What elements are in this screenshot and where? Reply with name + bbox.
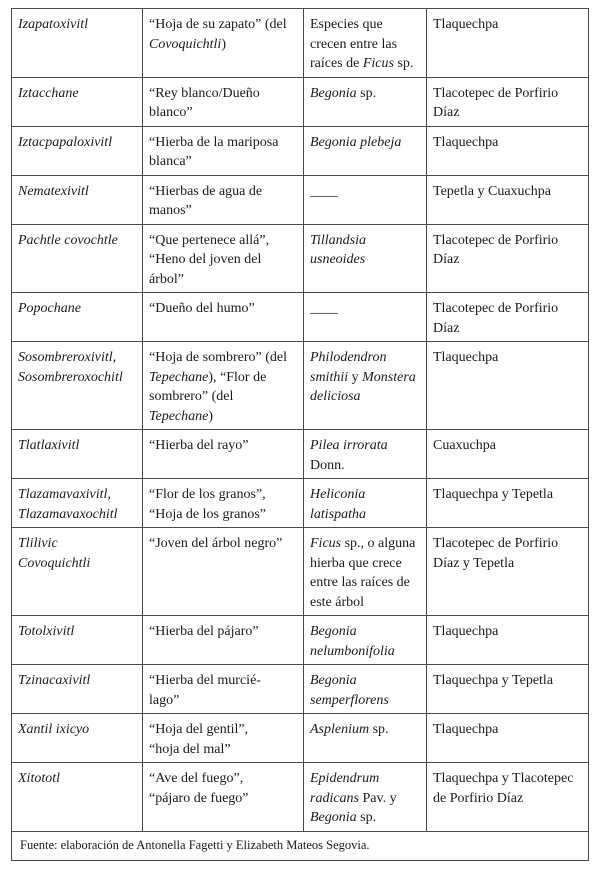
- table-row: [12, 342, 589, 430]
- species-text: Heliconia latispatha: [310, 487, 367, 522]
- meaning-text: Tepechane: [149, 408, 209, 424]
- nahuatl-name-cell: Izapatoxivitl: [12, 9, 143, 78]
- meaning-text: “Hierba del pájaro”: [149, 624, 259, 639]
- meaning-cell: [143, 77, 304, 126]
- table-row: [12, 479, 589, 528]
- nahuatl-name-cell: Sosombreroxivitl, Sosombreroxochitl: [12, 342, 143, 430]
- nahuatl-name-cell: Xantil ixicyo: [12, 714, 143, 763]
- table-row: [12, 528, 589, 616]
- locality-cell: Tepetla y Cuaxuchpa: [427, 175, 589, 224]
- nahuatl-name-cell: Tlatlaxivitl: [12, 430, 143, 479]
- species-text: Ficus: [362, 56, 394, 71]
- locality-cell: Tlaquechpa y Tepetla: [427, 665, 589, 714]
- species-text: Epidendrum radicans: [310, 771, 380, 806]
- species-text: Ficus: [310, 536, 342, 551]
- species-cell: [304, 479, 427, 528]
- nahuatl-name-cell: Nematexivitl: [12, 175, 143, 224]
- table-row: [12, 763, 589, 832]
- nahuatl-name-cell: Xitototl: [12, 763, 143, 832]
- table-row: [12, 665, 589, 714]
- table-body: [12, 9, 589, 832]
- meaning-text: “Hoja del gentil”, “hoja del mal”: [149, 722, 249, 757]
- table-row: [12, 9, 589, 78]
- species-cell: [304, 9, 427, 78]
- nahuatl-name-cell: Iztacpapaloxivitl: [12, 126, 143, 175]
- species-cell: [304, 342, 427, 430]
- species-text: sp.: [356, 810, 377, 825]
- meaning-text: “Hoja de sombrero” (del: [149, 350, 287, 365]
- species-cell: [304, 224, 427, 293]
- locality-cell: Tlaquechpa: [427, 126, 589, 175]
- locality-cell: Tlacotepec de Porfirio Díaz: [427, 293, 589, 342]
- species-cell: [304, 665, 427, 714]
- species-text: Pav. y: [359, 790, 397, 806]
- meaning-text: ), “Flor de sombrero” (del: [149, 369, 267, 404]
- meaning-cell: [143, 175, 304, 224]
- species-text: Begonia plebeja: [310, 134, 402, 150]
- species-cell: [304, 763, 427, 832]
- species-text: sp., o alguna hierba que crece entre las raíces de este árbol: [310, 536, 416, 610]
- meaning-cell: [143, 9, 304, 78]
- table-row: [12, 175, 589, 224]
- species-text: Begonia nelumbonifolia: [310, 624, 395, 659]
- table-row: [12, 714, 589, 763]
- meaning-text: “Flor de los granos”, “Hoja de los granos”: [149, 487, 267, 522]
- nahuatl-name-cell: Tlazamavaxivitl, Tlazamavaxochitl: [12, 479, 143, 528]
- meaning-text: Tepechane: [149, 369, 209, 385]
- meaning-cell: [143, 342, 304, 430]
- table-row: [12, 293, 589, 342]
- species-cell: [304, 714, 427, 763]
- table-row: [12, 77, 589, 126]
- locality-cell: Cuaxuchpa: [427, 430, 589, 479]
- species-text: ____: [310, 183, 338, 199]
- species-text: Asplenium: [310, 722, 370, 737]
- meaning-text: “Ave del fuego”, “pájaro de fuego”: [149, 771, 249, 806]
- nahuatl-name-cell: Totolxivitl: [12, 616, 143, 665]
- species-text: sp.: [369, 722, 389, 737]
- species-text: Philodendron smithii: [310, 350, 387, 385]
- species-cell: [304, 616, 427, 665]
- species-text: Begonia semperflorens: [310, 673, 389, 708]
- meaning-cell: [143, 616, 304, 665]
- table-row: [12, 224, 589, 293]
- table-row: [12, 430, 589, 479]
- meaning-text: “Rey blanco/Dueño blanco”: [149, 85, 260, 120]
- meaning-text: “Hoja de su zapato” (del: [149, 17, 287, 32]
- meaning-cell: [143, 528, 304, 616]
- species-text: ____: [310, 301, 338, 316]
- species-text: Donn.: [310, 457, 345, 473]
- locality-cell: Tlacotepec de Porfirio Díaz: [427, 77, 589, 126]
- species-cell: [304, 293, 427, 342]
- locality-cell: Tlaquechpa: [427, 616, 589, 665]
- meaning-text: “Dueño del humo”: [149, 301, 255, 316]
- table-row: [12, 126, 589, 175]
- meaning-cell: [143, 126, 304, 175]
- meaning-text: “Hierba del murcié- lago”: [149, 673, 261, 708]
- species-text: Especies que crecen entre las raíces de: [310, 17, 398, 71]
- locality-cell: Tlacotepec de Porfirio Díaz: [427, 224, 589, 293]
- locality-cell: Tlacotepec de Porfirio Díaz y Tepetla: [427, 528, 589, 616]
- meaning-cell: [143, 430, 304, 479]
- meaning-text: ): [208, 408, 214, 424]
- source-note: Fuente: elaboración de Antonella Fagetti y Elizabeth Mateos Segovia.: [12, 831, 589, 860]
- species-cell: [304, 126, 427, 175]
- species-text: sp.: [393, 56, 414, 71]
- meaning-cell: [143, 763, 304, 832]
- species-text: Begonia: [310, 810, 357, 825]
- species-cell: [304, 175, 427, 224]
- meaning-text: “Hierba del rayo”: [149, 438, 249, 453]
- meaning-text: “Joven del árbol negro”: [149, 536, 283, 551]
- plant-names-table: [11, 8, 589, 861]
- meaning-text: “Hierba de la mariposa blanca”: [149, 134, 279, 169]
- species-cell: [304, 430, 427, 479]
- meaning-text: Covoquichtli: [149, 36, 222, 52]
- meaning-cell: [143, 665, 304, 714]
- meaning-cell: [143, 479, 304, 528]
- species-text: sp.: [356, 85, 377, 101]
- nahuatl-name-cell: Pachtle covochtle: [12, 224, 143, 293]
- table-row: [12, 616, 589, 665]
- locality-cell: Tlaquechpa: [427, 9, 589, 78]
- nahuatl-name-cell: Tlilivic Covoquichtli: [12, 528, 143, 616]
- meaning-text: “Hierbas de agua de manos”: [149, 183, 263, 218]
- species-text: Tillandsia usneoides: [310, 232, 367, 267]
- nahuatl-name-cell: Popochane: [12, 293, 143, 342]
- species-cell: [304, 77, 427, 126]
- locality-cell: Tlaquechpa y Tepetla: [427, 479, 589, 528]
- locality-cell: Tlaquechpa y Tlacotepec de Porfirio Díaz: [427, 763, 589, 832]
- species-text: y: [348, 369, 363, 385]
- meaning-cell: [143, 224, 304, 293]
- species-cell: [304, 528, 427, 616]
- meaning-text: ): [221, 36, 226, 52]
- meaning-cell: [143, 293, 304, 342]
- meaning-cell: [143, 714, 304, 763]
- species-text: Pilea irrorata: [310, 438, 388, 453]
- locality-cell: Tlaquechpa: [427, 342, 589, 430]
- nahuatl-name-cell: Tzinacaxivitl: [12, 665, 143, 714]
- species-text: Monstera deliciosa: [310, 369, 416, 404]
- nahuatl-name-cell: Iztacchane: [12, 77, 143, 126]
- locality-cell: Tlaquechpa: [427, 714, 589, 763]
- meaning-text: “Que pertenece allá”, “Heno del joven del árbol”: [149, 232, 270, 287]
- species-text: Begonia: [310, 85, 357, 101]
- source-row: [12, 831, 589, 860]
